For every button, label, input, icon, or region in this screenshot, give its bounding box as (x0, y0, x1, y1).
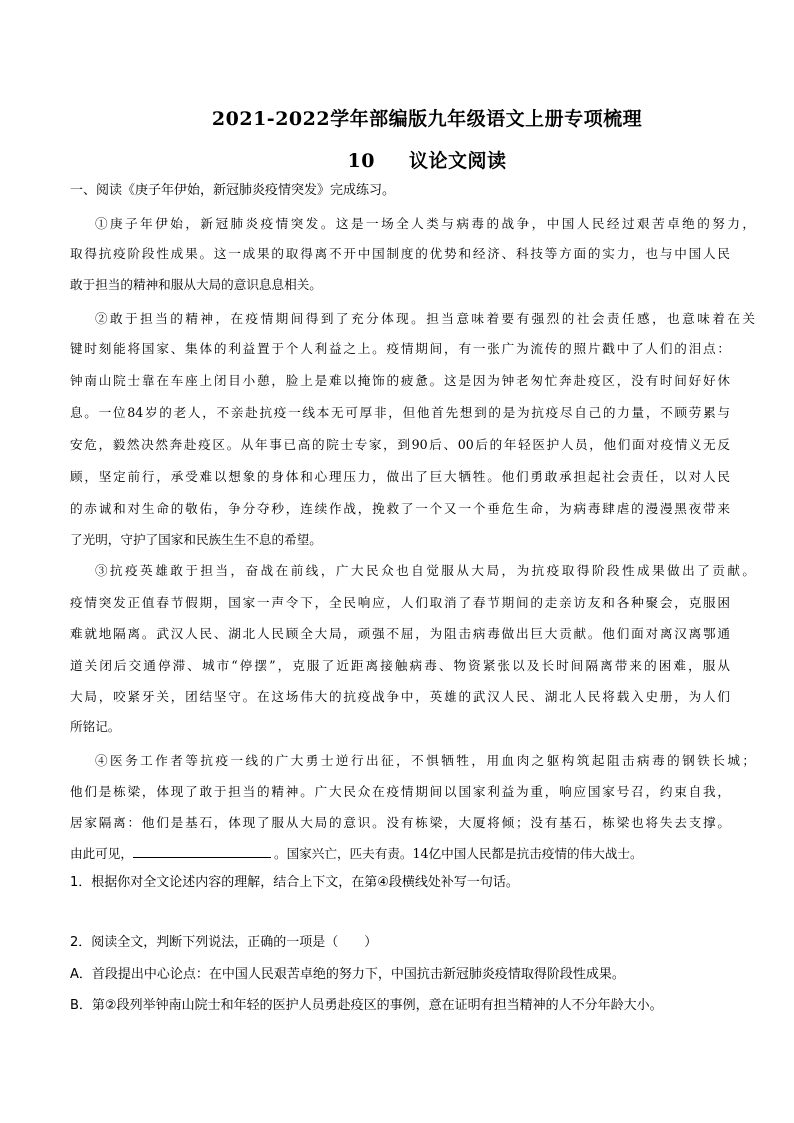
paragraph-2-line-8: 了光明，守护了国家和民族生生不息的希望。 (70, 532, 322, 547)
option-a: A．首段提出中心论点：在中国人民艰苦卓绝的努力下，中国抗击新冠肺炎疫情取得阶段性成果。 (70, 967, 625, 982)
paragraph-2-line-4: 息。一位84岁的老人，不亲赴抗疫一线本无可厚非，但他首先想到的是为抗疫尽自己的力量，不顾劳累与 (70, 405, 730, 420)
question-2: 2．阅读全文，判断下列说法，正确的一项是（ ） (70, 935, 378, 950)
paragraph-1-line-3: 敢于担当的精神和服从大局的意识息息相关。 (70, 277, 322, 292)
paragraph-4-line-2: 他们是栋梁，体现了敢于担当的精神。广大民众在疫情期间以国家利益为重，响应国家号召，约束自我， (70, 784, 730, 799)
question-1: 1．根据你对全文论述内容的理解，结合上下文，在第④段横线处补写一句话。 (70, 875, 519, 890)
paragraph-4-line-4 (70, 845, 730, 863)
section-title: 议论文阅读 (408, 150, 507, 172)
answer-blank[interactable] (133, 845, 271, 858)
paragraph-2-line-5: 安危，毅然决然奔赴疫区。从年事已高的院士专家，到90后、00后的年轻医护人员，他们面对疫情义无反 (70, 437, 730, 452)
option-b: B．第②段列举钟南山院士和年轻的医护人员勇赴疫区的事例，意在证明有担当精神的人不分年龄大小。 (70, 998, 663, 1013)
paragraph-3-line-1: ③抗疫英雄敢于担当，奋战在前线，广大民众也自觉服从大局，为抗疫取得阶段性成果做出了贡献。 (95, 563, 755, 578)
paragraph-4-suffix: 。国家兴亡，匹夫有责。14亿中国人民都是抗击疫情的伟大战士。 (273, 846, 643, 861)
section-number: 10 (347, 150, 375, 172)
paragraph-2-line-6: 顾，坚定前行，承受难以想象的身体和心理压力，做出了巨大牺牲。他们勇敢承担起社会责任，以对人民 (70, 469, 730, 484)
paragraph-4-line-1: ④医务工作者等抗疫一线的广大勇士逆行出征，不惧牺牲，用血肉之躯构筑起阻击病毒的钢铁长城； (95, 753, 755, 768)
instruction-text: 一、阅读《庚子年伊始，新冠肺炎疫情突发》完成练习。 (70, 183, 396, 198)
section-heading (0, 146, 794, 173)
paragraph-3-line-4: 道关闭后交通停滞、城市“停摆”，克服了近距离接触病毒、物资紧张以及长时间隔离带来的困难，服从 (70, 658, 730, 673)
paragraph-1-line-2: 取得抗疫阶段性成果。这一成果的取得离不开中国制度的优势和经济、科技等方面的实力，也与中国人民 (70, 246, 730, 261)
paragraph-1-line-1: ①庚子年伊始，新冠肺炎疫情突发。这是一场全人类与病毒的战争，中国人民经过艰苦卓绝的努力， (95, 216, 755, 231)
paragraph-2-line-7: 的赤诚和对生命的敬佑，争分夺秒，连续作战，挽救了一个又一个垂危生命，为病毒肆虐的漫漫黑夜带来 (70, 501, 730, 516)
paragraph-3-line-2: 疫情突发正值春节假期，国家一声令下，全民响应，人们取消了春节期间的走亲访友和各种聚会，克服困 (70, 595, 730, 610)
paragraph-2-line-2: 键时刻能将国家、集体的利益置于个人利益之上。疫情期间，有一张广为流传的照片戳中了人们的泪点： (70, 341, 730, 356)
paragraph-2-line-1: ②敢于担当的精神，在疫情期间得到了充分体现。担当意味着要有强烈的社会责任感，也意味着在关 (95, 311, 755, 326)
paragraph-3-line-3: 难就地隔离。武汉人民、湖北人民顾全大局，顽强不屈，为阻击病毒做出巨大贡献。他们面对离汉离鄂通 (70, 626, 730, 641)
paragraph-4-line-3: 居家隔离：他们是基石，体现了服从大局的意识。没有栋梁，大厦将倾；没有基石，栋梁也将失去支撑。 (70, 815, 730, 830)
paragraph-3-line-6: 所铭记。 (70, 719, 121, 734)
paragraph-2-line-3: 钟南山院士靠在车座上闭目小憩，脸上是难以掩饰的疲惫。这是因为钟老匆忙奔赴疫区，没有时间好好休 (70, 373, 730, 388)
document-title: 2021-2022学年部编版九年级语文上册专项梳理 (211, 108, 643, 130)
paragraph-3-line-5: 大局，咬紧牙关，团结坚守。在这场伟大的抗疫战争中，英雄的武汉人民、湖北人民将载入史册，为人们 (70, 689, 730, 704)
paragraph-4-prefix: 由此可见， (70, 846, 133, 861)
